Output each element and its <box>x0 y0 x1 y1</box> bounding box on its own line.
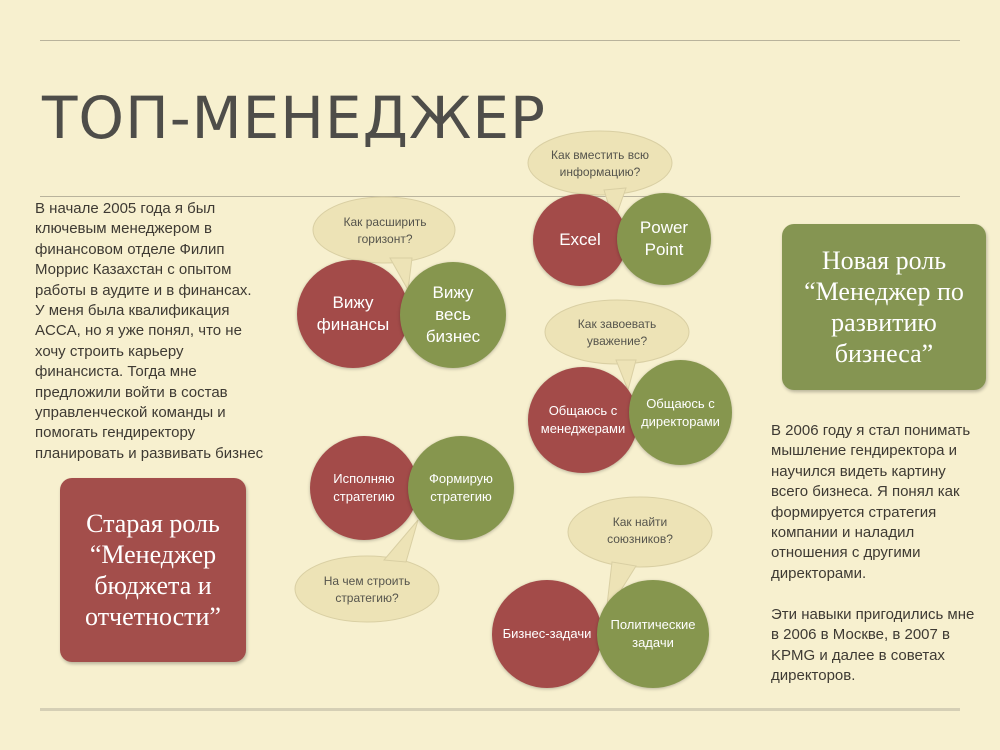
right-text-1: В 2006 году я стал понимать мышление гендиректора и научился видеть картину всего бизнеса. Я понял как формируется стратегия компании и наладил отношения с другими директорами. <box>771 422 971 582</box>
page-title: ТОП-МЕНЕДЖЕР <box>42 84 546 152</box>
bubble-business-tasks: Бизнес-задачи <box>492 580 602 688</box>
bubble-political-tasks: Политические задачи <box>597 580 709 688</box>
bubble-talk-directors: Общаюсь с директорами <box>629 360 732 465</box>
bubble-see-finance: Вижу финансы <box>297 260 409 368</box>
bubble-powerpoint: Power Point <box>617 193 711 285</box>
bubble-excel: Excel <box>533 194 627 286</box>
question-finance: Как расширить горизонт? <box>343 215 427 246</box>
question-excel: Как вместить всю информацию? <box>551 148 649 179</box>
question-strategy: На чем строить стратегию? <box>323 574 411 605</box>
right-text-2: Эти навыки пригодились мне в 2006 в Москве, в 2007 в KPMG и далее в советах директоров. <box>771 606 975 685</box>
intro-text: В начале 2005 года я был ключевым менеджером в финансовом отделе Филип Моррис Казахстан с опытом работы в аудите и в финансах. У меня была квалификация ACCA, но я уже понял, что не хочу строить карьеру финансиста. Тогда мне предложили войти в состав управленческой команды и помогать гендиректору планировать и развивать бизнес <box>35 200 264 462</box>
bubble-talk-managers: Общаюсь с менеджерами <box>528 367 638 473</box>
bubble-execute-strategy: Исполняю стратегию <box>310 436 418 540</box>
bubble-form-strategy: Формирую стратегию <box>408 436 514 540</box>
question-business: Как найти союзников? <box>607 515 673 546</box>
question-managers: Как завоевать уважение? <box>577 317 657 348</box>
old-role-box: Старая роль “Менеджер бюджета и отчетности” <box>60 478 246 662</box>
bubble-see-business: Вижу весь бизнес <box>400 262 506 368</box>
new-role-box: Новая роль “Менеджер по развитию бизнеса” <box>782 224 986 390</box>
